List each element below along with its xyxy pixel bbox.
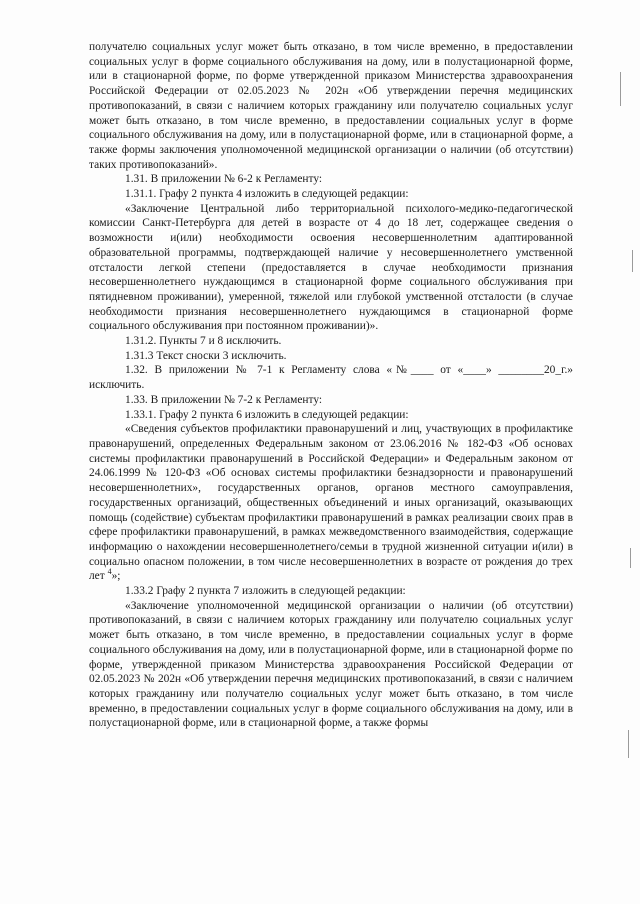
paragraph-text: «Сведения субъектов профилактики правонарушений и лиц, участвующих в профилактике правонарушений, определенных Федеральным законом от 23.06.2016 № 182-ФЗ «Об основах системы профилактики правонарушений в Российской Федерации» и Федеральным законом от 24.06.1999 № 120-ФЗ «Об основах системы профилактики безнадзорности и правонарушений несовершеннолетних», государственных органов, органов местного самоуправления, государственных организаций, общественных объединений и иных организаций, оказывающих помощь (содействие) субъектам профилактики правонарушений в рамках реализации своих прав в сфере профилактики правонарушений, в рамках межведомственного взаимодействия, содержащие информацию о нахождении несовершеннолетнего/семьи в трудной жизненной ситуации и(или) в социально опасном положении, в том числе несовершеннолетних в возрасте от рождения до трех лет bbox=[89, 423, 573, 583]
paragraph: 1.31. В приложении № 6-2 к Регламенту: bbox=[125, 173, 323, 186]
scan-margin-mark bbox=[620, 72, 621, 106]
document-body bbox=[89, 40, 573, 731]
paragraph: 1.33.2 Графу 2 пункта 7 изложить в следующей редакции: bbox=[125, 585, 406, 598]
paragraph: «Заключение Центральной либо территориальной психолого-медико-педагогической комиссии Санкт-Петербурга для детей в возрасте от 4 до 18 лет, содержащее сведения о возможности и(или) необходимости освоения несовершеннолетним адаптированной образовательной программы, подтверждающей наличие у несовершеннолетнего умственной отсталости легкой степени (предоставляется в случае необходимости признания несовершеннолетнего нуждающимся в стационарной форме социального обслуживания при пятидневном проживании), умеренной, тяжелой или глубокой умственной отсталости (в случае необходимости признания несовершеннолетнего нуждающимся в стационарной форме социального обслуживания при постоянном проживании)». bbox=[89, 202, 573, 333]
paragraph: 1.33. В приложении № 7-2 к Регламенту: bbox=[125, 393, 323, 406]
footnote-reference[interactable]: 4 bbox=[107, 567, 112, 577]
paragraph: 1.33.1. Графу 2 пункта 6 изложить в следующей редакции: bbox=[125, 408, 409, 421]
scan-margin-mark bbox=[632, 250, 633, 272]
paragraph-with-footnote bbox=[89, 422, 573, 584]
paragraph-tail: »; bbox=[111, 570, 121, 583]
paragraph: 1.32. В приложении № 7-1 к Регламенту слова «№____ от «____» ________20_г.» исключить. bbox=[89, 364, 573, 392]
paragraph: 1.31.3 Текст сноски 3 исключить. bbox=[125, 349, 287, 362]
scan-margin-mark bbox=[630, 548, 631, 568]
scan-margin-mark bbox=[628, 730, 629, 758]
paragraph: получателю социальных услуг может быть отказано, в том числе временно, в предоставлении социальных услуг в форме социального обслуживания на дому, или в полустационарной форме, или в стационарной форме, по форме утвержденной приказом Министерства здравоохранения Российской Федерации от 02.05.2023 № 202н «Об утверждении перечня медицинских противопоказаний, в связи с наличием которых гражданину или получателю социальных услуг может быть отказано, в том числе временно, в предоставлении социальных услуг в форме социального обслуживания на дому, или в полустационарной форме, или в стационарной форме, а также формы заключения уполномоченной медицинской организации о наличии (об отсутствии) таких противопоказаний». bbox=[89, 41, 573, 171]
paragraph: 1.31.1. Графу 2 пункта 4 изложить в следующей редакции: bbox=[125, 188, 409, 201]
paragraph: «Заключение уполномоченной медицинской организации о наличии (об отсутствии) противопоказаний, в связи с наличием которых гражданину или получателю социальных услуг может быть отказано, в том числе временно, в предоставлении социальных услуг в форме социального обслуживания на дому, или в полустационарной форме, или в стационарной форме по форме, утвержденной приказом Министерства здравоохранения Российской Федерации от 02.05.2023 № 202н «Об утверждении перечня медицинских противопоказаний, в связи с наличием которых гражданину или получателю социальных услуг может быть отказано, в том числе временно, в предоставлении социальных услуг в форме социального обслуживания на дому, или в полустационарной форме, или в стационарной форме, а также формы bbox=[89, 599, 573, 730]
paragraph: 1.31.2. Пункты 7 и 8 исключить. bbox=[125, 335, 282, 348]
